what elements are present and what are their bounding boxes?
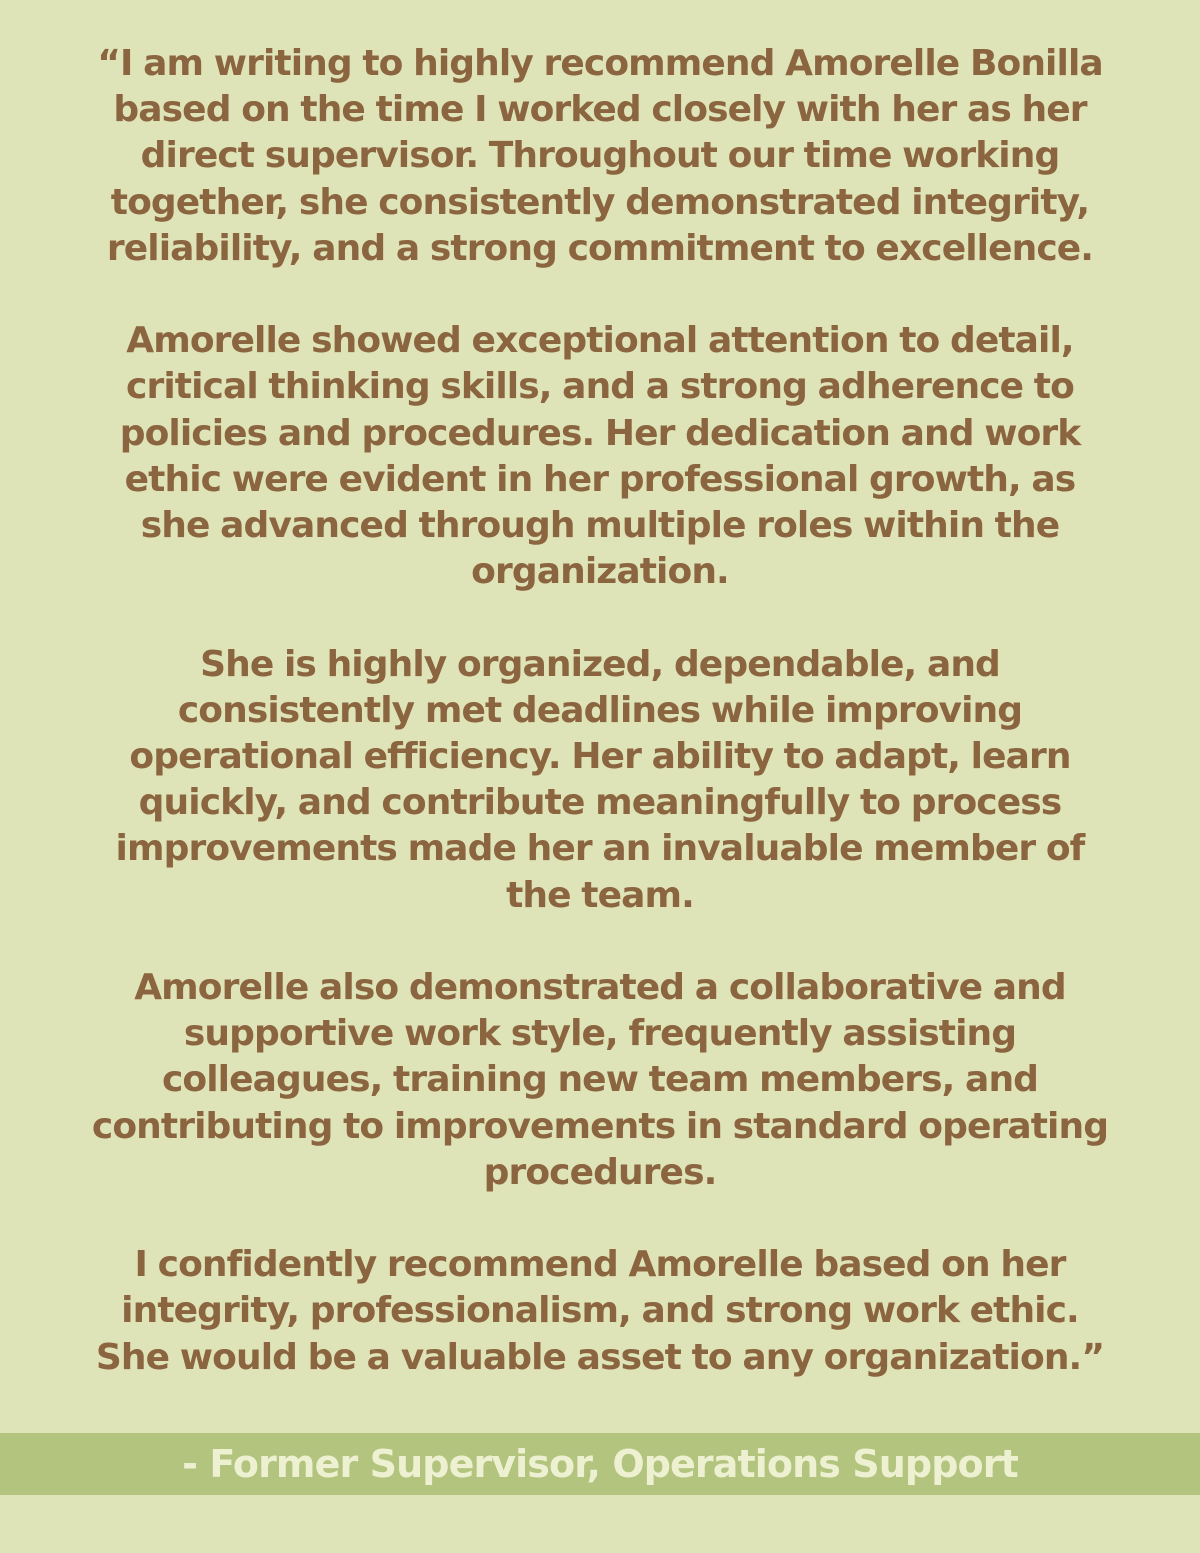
letter-paragraph-5: I confidently recommend Amorelle based on her integrity, professionalism, and strong work ethic. She would be a valuable asset to any organization.”: [95, 1244, 1105, 1378]
signature-band: [0, 1433, 1200, 1495]
letter-paragraph-4: Amorelle also demonstrated a collaborative and supportive work style, frequently assisting colleagues, training new team members, and contributing to improvements in standard operating procedures.: [91, 967, 1109, 1193]
letter-paragraph-1: “I am writing to highly recommend Amorelle Bonilla based on the time I worked closely with her as her direct supervisor. Throughout our time working together, she consistently demonstrated integrity, reliability, and a strong commitment to excellence.: [97, 43, 1103, 269]
recommendation-letter: [90, 41, 1110, 1381]
letter-paragraph-3: She is highly organized, dependable, and consistently met deadlines while improving operational efficiency. Her ability to adapt, learn quickly, and contribute meaningfully to process improvements made her an invaluable member of the team.: [115, 643, 1085, 916]
signature-attribution: - Former Supervisor, Operations Support: [182, 1442, 1018, 1486]
letter-paragraph-2: Amorelle showed exceptional attention to detail, critical thinking skills, and a strong adherence to policies and procedures. Her dedication and work ethic were evident in her professional growth, as she advanced through multiple roles within the organization.: [119, 320, 1081, 593]
